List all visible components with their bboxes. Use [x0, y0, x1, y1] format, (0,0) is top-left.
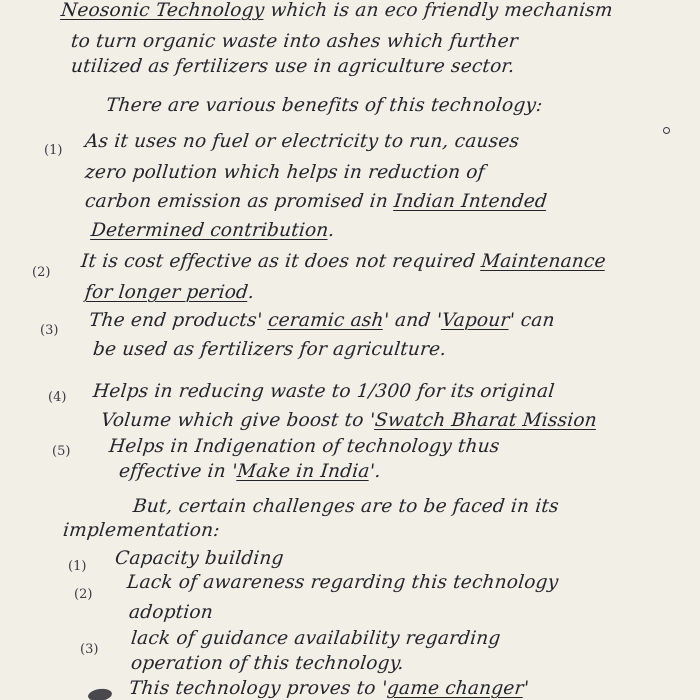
- benefit-3-line-2: be used as fertilizers for agriculture.: [91, 339, 448, 360]
- ceramic-ash-term: ceramic ash: [267, 310, 385, 331]
- challenges-intro-line-1: But, certain challenges are to be faced in its: [131, 496, 560, 517]
- benefit-1-line-1: As it uses no fuel or electricity to run, causes: [83, 131, 521, 152]
- benefit-1-line-4: Determined contribution.: [89, 220, 336, 241]
- benefit-2-line-2: for longer period.: [83, 282, 256, 303]
- swatch-bharat-mission-term: Swatch Bharat Mission: [373, 410, 598, 431]
- challenge-3-line-2: operation of this technology.: [129, 653, 406, 674]
- benefit-5-line-1: Helps in Indigenation of technology thus: [107, 436, 501, 457]
- challenge-1-number: (1): [68, 559, 87, 574]
- challenge-2-number: (2): [74, 587, 93, 602]
- benefit-1-line-3: carbon emission as promised in Indian Intended: [83, 191, 549, 212]
- benefit-4-line-1: Helps in reducing waste to 1/300 for its original: [91, 381, 556, 402]
- maintenance-term: Maintenance: [480, 251, 607, 272]
- benefit-5-number: (5): [52, 444, 71, 459]
- benefit-3-number: (3): [40, 323, 59, 338]
- benefit-2-line-1: It is cost effective as it does not required Maintenance: [79, 251, 607, 272]
- benefit-1-line-2: zero pollution which helps in reduction of: [83, 162, 486, 183]
- benefit-4-line-2: Volume which give boost to 'Swatch Bharat Mission: [99, 410, 598, 431]
- benefit-3-line-1: The end products' ceramic ash' and 'Vapour' can: [87, 310, 556, 331]
- vapour-term: Vapour: [440, 310, 511, 331]
- intro-line-1: Neosonic Technology which is an eco friendly mechanism: [59, 0, 614, 21]
- benefits-heading: There are various benefits of this technology:: [104, 95, 544, 116]
- challenge-3-line-1: lack of guidance availability regarding: [129, 628, 502, 649]
- determined-contribution-term: Determined contribution: [89, 220, 330, 241]
- intro-line-2: to turn organic waste into ashes which further: [69, 31, 519, 52]
- benefit-2-number: (2): [32, 265, 51, 280]
- challenges-intro-line-2: implementation:: [61, 520, 221, 541]
- longer-period-term: for longer period: [83, 282, 250, 303]
- challenge-2-line-2: adoption: [127, 602, 215, 623]
- make-in-india-term: Make in India: [236, 461, 371, 482]
- benefit-1-number: (1): [44, 143, 63, 158]
- challenge-2-line-1: Lack of awareness regarding this technology: [125, 572, 560, 593]
- challenge-1-text: Capacity building: [113, 548, 285, 569]
- intro-line-3: utilized as fertilizers use in agriculture sector.: [69, 56, 516, 77]
- benefit-5-line-2: effective in 'Make in India'.: [117, 461, 383, 482]
- benefit-4-number: (4): [48, 390, 67, 405]
- challenge-3-number: (3): [80, 642, 99, 657]
- ink-blot: [87, 687, 112, 700]
- game-changer-term: game changer: [385, 678, 525, 699]
- neosonic-technology-term: Neosonic Technology: [59, 0, 266, 21]
- closing-line: This technology proves to 'game changer': [127, 678, 530, 699]
- margin-mark: [663, 127, 670, 134]
- indian-intended-term: Indian Intended: [392, 191, 549, 212]
